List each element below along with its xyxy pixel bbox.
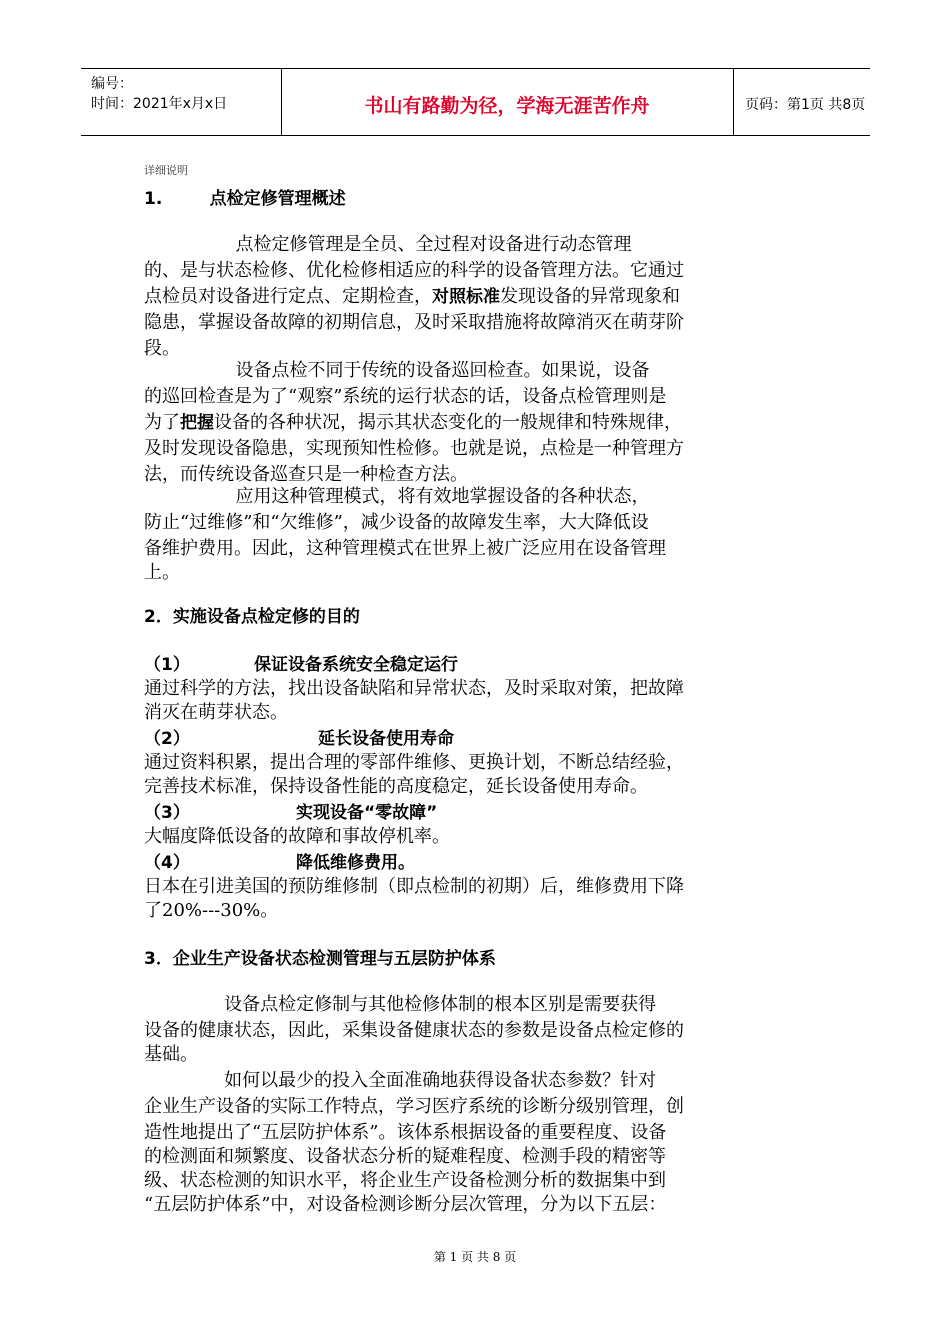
- bold-term: 把握: [180, 413, 214, 433]
- paragraph-line: 段。: [144, 338, 180, 359]
- paragraph-line: 备维护费用。因此，这种管理模式在世界上被广泛应用在设备管理: [144, 538, 666, 559]
- paragraph-line: 日本在引进美国的预防维修制（即点检制的初期）后，维修费用下降: [144, 876, 684, 897]
- paragraph-line: 设备点检定修制与其他检修体制的根本区别是需要获得: [144, 994, 657, 1015]
- header-motto: 书山有路勤为径，学海无涯苦作舟: [364, 95, 650, 117]
- detail-note: 详细说明: [144, 164, 188, 177]
- paragraph-line: 的检测面和频繁度、设备状态分析的疑难程度、检测手段的精密等: [144, 1146, 666, 1167]
- paragraph-line: 及时发现设备隐患，实现预知性检修。也就是说，点检是一种管理方: [144, 438, 684, 459]
- paragraph-line: 设备的健康状态，因此，采集设备健康状态的参数是设备点检定修的: [144, 1020, 684, 1041]
- paragraph-line: 造性地提出了“五层防护体系”。该体系根据设备的重要程度、设备: [144, 1122, 667, 1143]
- header-mid-cell: [281, 69, 734, 135]
- section1-title: 1. 点检定修管理概述: [144, 189, 346, 209]
- paragraph-line: 如何以最少的投入全面准确地获得设备状态参数？针对: [144, 1070, 657, 1091]
- paragraph-line: 应用这种管理模式，将有效地掌握设备的各种状态，: [144, 486, 650, 507]
- paragraph-line: 消灭在萌芽状态。: [144, 702, 288, 723]
- paragraph-line: 大幅度降低设备的故障和事故停机率。: [144, 826, 450, 847]
- page-footer: 第 1 页 共 8 页: [433, 1250, 517, 1264]
- document-number-label: 编号：: [91, 76, 133, 92]
- paragraph-line: 设备点检不同于传统的设备巡回检查。如果说，设备: [144, 360, 650, 381]
- bold-term: 对照标准: [432, 287, 500, 307]
- header-right-cell: [733, 69, 870, 135]
- paragraph-line: 点检员对设备进行定点、定期检查，对照标准发现设备的异常现象和: [144, 286, 680, 307]
- paragraph-line: 防止“过维修”和“欠维修”，减少设备的故障发生率，大大降低设: [144, 512, 649, 533]
- paragraph-line: 点检定修管理是全员、全过程对设备进行动态管理: [144, 234, 632, 255]
- paragraph-line: “五层防护体系”中，对设备检测诊断分层次管理，分为以下五层：: [144, 1194, 667, 1215]
- item-heading: （4） 降低维修费用。: [144, 853, 415, 873]
- paragraph-line: 隐患，掌握设备故障的初期信息，及时采取措施将故障消灭在萌芽阶: [144, 312, 684, 333]
- paragraph-line: 级、状态检测的知识水平，将企业生产设备检测分析的数据集中到: [144, 1170, 666, 1191]
- paragraph-line: 企业生产设备的实际工作特点，学习医疗系统的诊断分级别管理，创: [144, 1096, 684, 1117]
- paragraph-line: 的、是与状态检修、优化检修相适应的科学的设备管理方法。它通过: [144, 260, 684, 281]
- section3-title: 3．企业生产设备状态检测管理与五层防护体系: [144, 949, 496, 969]
- item-heading: （1） 保证设备系统安全稳定运行: [144, 655, 458, 675]
- paragraph-line: 基础。: [144, 1044, 198, 1065]
- item-heading: （3） 实现设备“零故障”: [144, 803, 438, 823]
- paragraph-line: 上。: [144, 562, 180, 583]
- paragraph-line: 的巡回检查是为了“观察”系统的运行状态的话，设备点检管理则是: [144, 386, 667, 407]
- paragraph-line: 法，而传统设备巡查只是一种检查方法。: [144, 464, 468, 485]
- document-date: 时间：2021年x月x日: [91, 96, 228, 112]
- paragraph-line: 通过科学的方法，找出设备缺陷和异常状态，及时采取对策，把故障: [144, 678, 684, 699]
- page-header: [81, 68, 870, 136]
- item-heading: （2） 延长设备使用寿命: [144, 729, 454, 749]
- paragraph-line: 通过资料积累，提出合理的零部件维修、更换计划，不断总结经验，: [144, 752, 684, 773]
- paragraph-line: 为了把握设备的各种状况，揭示其状态变化的一般规律和特殊规律，: [144, 412, 682, 433]
- header-left-cell: [81, 69, 282, 135]
- header-page-info: 页码：第1页 共8页: [745, 97, 866, 113]
- paragraph-line: 完善技术标准，保持设备性能的高度稳定，延长设备使用寿命。: [144, 776, 648, 797]
- section2-title: 2．实施设备点检定修的目的: [144, 607, 360, 627]
- paragraph-line: 了20%---30%。: [144, 900, 279, 921]
